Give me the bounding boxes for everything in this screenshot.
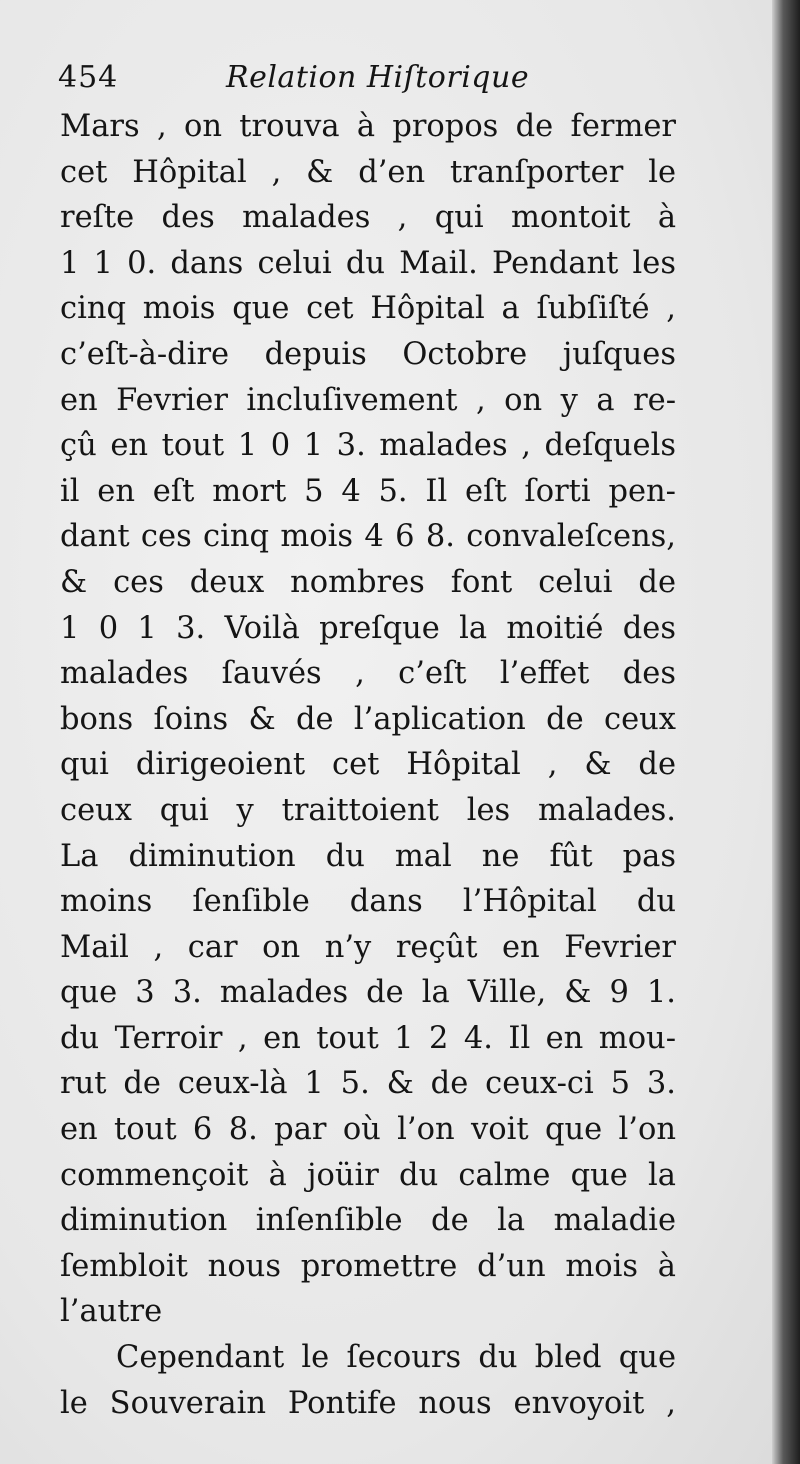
- text-line: c’eſt-à-dire depuis Octobre juſques: [60, 336, 676, 372]
- body-text: [60, 104, 676, 1426]
- page-number: 454: [58, 60, 119, 95]
- text-line: rut de ceux-là 1 5. & de ceux-ci 5 3.: [60, 1066, 676, 1102]
- paragraph-1: [60, 104, 676, 1335]
- text-line: & ces deux nombres font celui de: [60, 564, 676, 600]
- text-line: bons ſoins & de l’aplication de ceux: [60, 701, 676, 737]
- text-line: l’autre: [60, 1294, 163, 1330]
- paragraph-2: [60, 1335, 676, 1426]
- book-binding-edge: [772, 0, 800, 1464]
- page-header: [58, 60, 698, 104]
- text-line: il en eſt mort 5 4 5. Il eſt ſorti pen-: [60, 473, 676, 509]
- text-line: que 3 3. malades de la Ville, & 9 1.: [60, 975, 676, 1011]
- text-line: 1 0 1 3. Voilà preſque la moitié des: [60, 610, 676, 646]
- text-line: commençoit à joüir du calme que la: [60, 1157, 676, 1193]
- text-line: 1 1 0. dans celui du Mail. Pendant les: [60, 245, 676, 281]
- text-line: Cependant le ſecours du bled que: [116, 1340, 676, 1376]
- text-line: moins ſenſible dans l’Hôpital du: [60, 884, 676, 920]
- text-line: ceux qui y traittoient les malades.: [60, 792, 676, 828]
- text-line: La diminution du mal ne fût pas: [60, 838, 676, 874]
- running-head: Relation Hiſtorique: [226, 60, 530, 95]
- text-line: cet Hôpital , & d’en tranſporter le: [60, 154, 676, 190]
- text-line: en tout 6 8. par où l’on voit que l’on: [60, 1112, 676, 1148]
- text-line: qui dirigeoient cet Hôpital , & de: [60, 747, 676, 783]
- text-line: cinq mois que cet Hôpital a ſubſiſté ,: [60, 291, 676, 327]
- text-line: en Fevrier incluſivement , on y a re-: [60, 382, 676, 418]
- text-line: dant ces cinq mois 4 6 8. convaleſcens,: [60, 519, 676, 555]
- text-line: le Souverain Pontife nous envoyoit ,: [60, 1385, 676, 1421]
- text-line: Mars , on trouva à propos de fermer: [60, 109, 676, 144]
- text-line: diminution inſenſible de la maladie: [60, 1203, 676, 1239]
- text-line: malades ſauvés , c’eſt l’effet des: [60, 656, 676, 692]
- text-line: çû en tout 1 0 1 3. malades , deſquels: [60, 428, 676, 464]
- text-line: du Terroir , en tout 1 2 4. Il en mou-: [60, 1020, 676, 1056]
- text-line: ſembloit nous promettre d’un mois à: [60, 1248, 676, 1284]
- text-line: reſte des malades , qui montoit à: [60, 200, 676, 236]
- text-line: Mail , car on n’y reçût en Fevrier: [60, 929, 676, 965]
